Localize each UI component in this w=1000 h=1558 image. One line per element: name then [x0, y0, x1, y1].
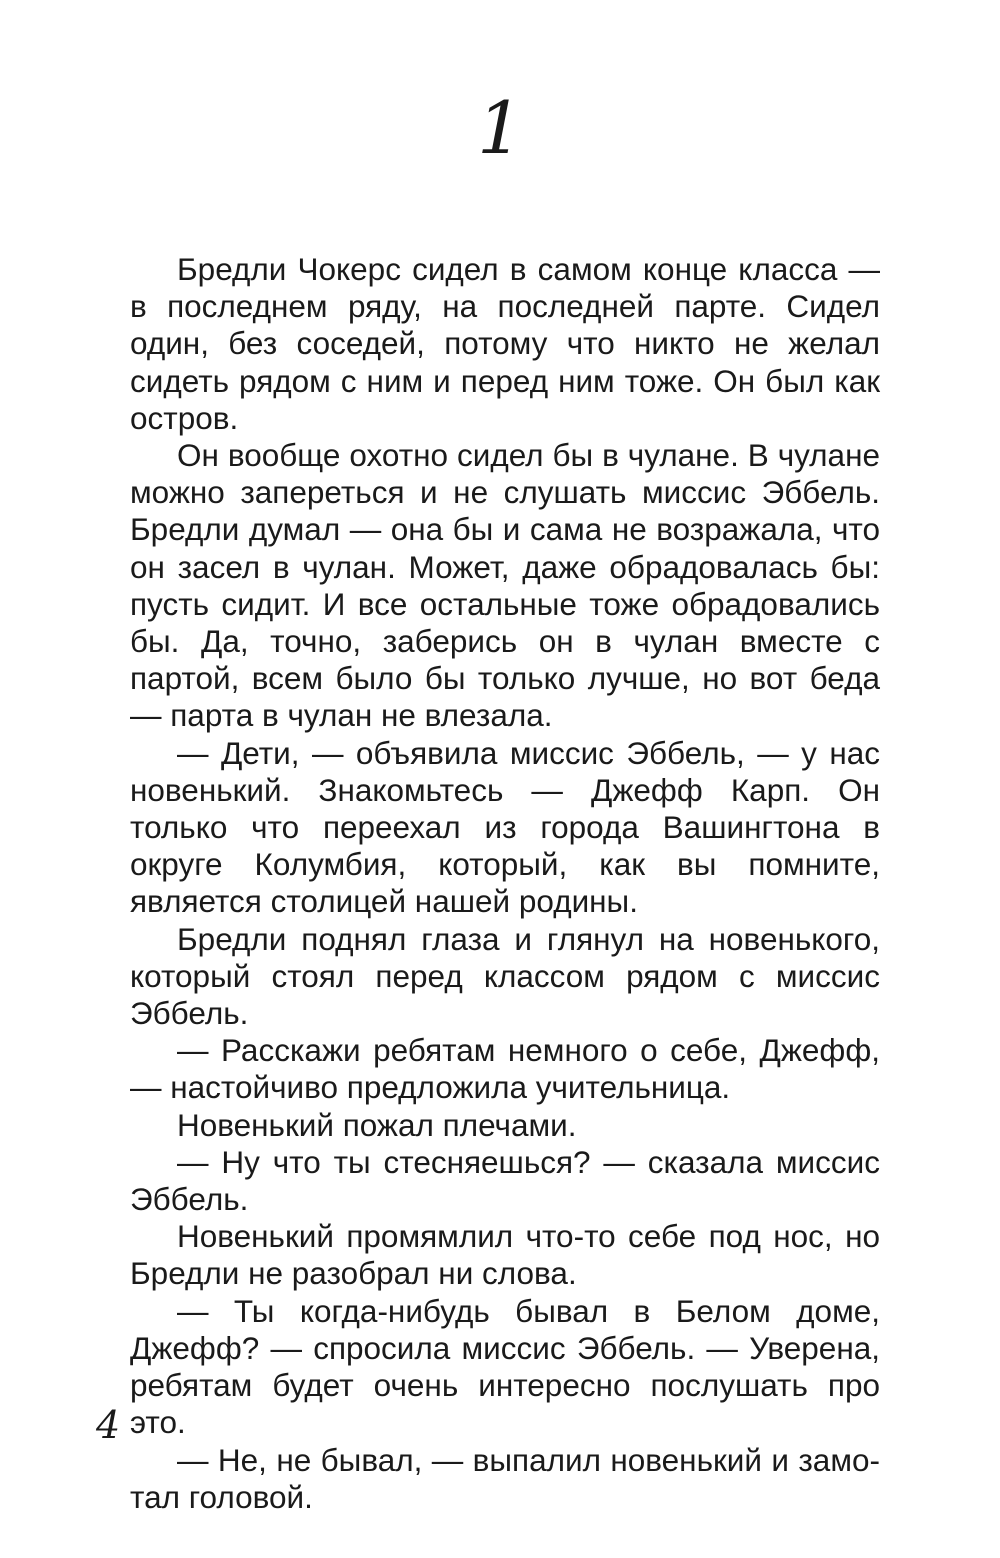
- paragraph: Новенький пожал плечами.: [177, 1106, 577, 1143]
- paragraph: — Ты когда-нибудь бывал в Белом доме, Джефф? — спросила миссис Эббель. — Уверена, ребятам будет очень интересно послушать про это.: [130, 1292, 880, 1441]
- paragraph: — Расскажи ребятам немного о себе, Джефф, — настойчиво предложила учительница.: [130, 1032, 880, 1106]
- paragraph: — Не, не бывал, — выпалил новенький и замотал головой.: [130, 1441, 880, 1515]
- paragraph: — Ну что ты стесняешься? — сказала миссис Эббель.: [130, 1143, 880, 1218]
- page-body: [130, 251, 880, 1516]
- page-number: 4: [96, 1403, 121, 1447]
- paragraph: Он вообще охотно сидел бы в чулане. В чулане можно запереться и не слушать миссис Эббель. Бредли думал — она бы и сама не возражала, что он засел в чулан. Может, даже обрадовалась бы: пусть сидит. И все остальные тоже обрадовались бы. Да, точно, заберись он в чулан вместе с партой, всем было бы только лучше, но вот беда — парта в чулан не влезала.: [130, 437, 880, 734]
- paragraph: Новенький промямлил что-то себе под нос, но Бредли не разобрал ни слова.: [130, 1218, 880, 1292]
- paragraph: Бредли Чокерс сидел в самом конце класса — в последнем ряду, на последней парте. Сидел один, без соседей, потому что никто не желал сидеть рядом с ним и перед ним тоже. Он был как остров.: [130, 251, 880, 436]
- paragraph: — Дети, — объявила миссис Эббель, — у нас новенький. Знакомьтесь — Джефф Карп. Он только что переехал из города Вашингтона в округе Колумбия, который, как вы помните, является столицей нашей родины.: [130, 734, 880, 920]
- chapter-number: 1: [477, 86, 523, 170]
- paragraph: Бредли поднял глаза и глянул на новенького, который стоял перед классом рядом с миссис Эббель.: [130, 920, 880, 1032]
